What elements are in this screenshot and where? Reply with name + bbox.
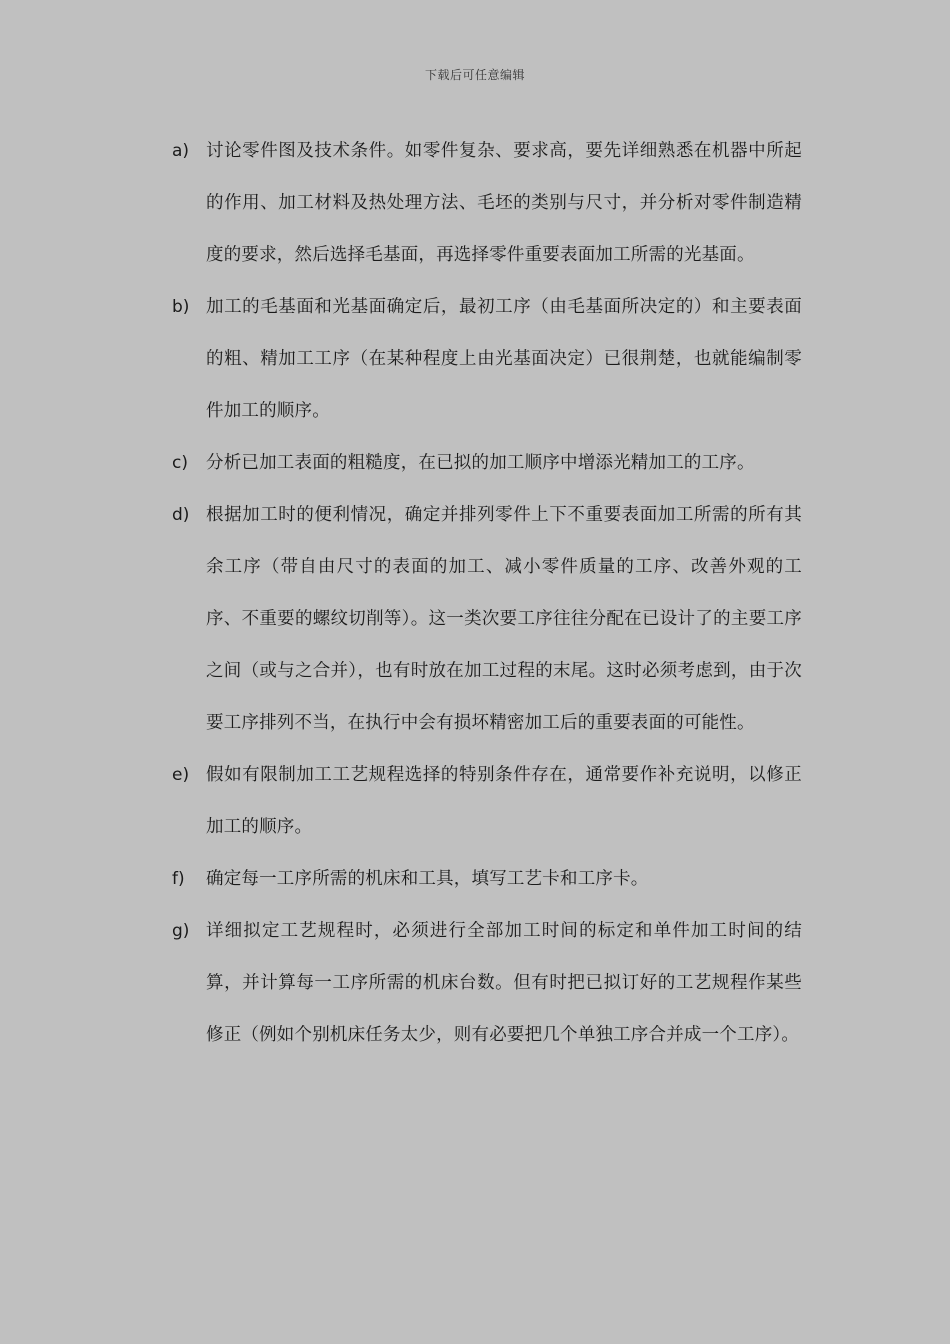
step-marker: d)	[172, 505, 190, 525]
step-text: 假如有限制加工工艺规程选择的特别条件存在，通常要作补充说明，以修正加工的顺序。	[206, 765, 802, 837]
header-note: 下载后可任意编辑	[424, 68, 525, 82]
list-item	[172, 281, 802, 437]
list-item	[172, 125, 802, 281]
step-marker: e)	[172, 765, 190, 785]
step-text: 讨论零件图及技术条件。如零件复杂、要求高，要先详细熟悉在机器中所起的作用、加工材料及热处理方法、毛坯的类别与尺寸，并分析对零件制造精度的要求，然后选择毛基面，再选择零件重要表面加工所需的光基面。	[206, 141, 802, 265]
step-text: 确定每一工序所需的机床和工具，填写工艺卡和工序卡。	[206, 869, 649, 889]
step-marker: f)	[172, 869, 185, 889]
step-text: 分析已加工表面的粗糙度，在已拟的加工顺序中增添光精加工的工序。	[206, 453, 755, 473]
step-text: 详细拟定工艺规程时，必须进行全部加工时间的标定和单件加工时间的结算，并计算每一工序所需的机床台数。但有时把已拟订好的工艺规程作某些修正（例如个别机床任务太少，则有必要把几个单独工序合并成一个工序）。	[206, 921, 802, 1045]
step-marker: c)	[172, 453, 188, 473]
list-item	[172, 437, 802, 489]
step-text: 根据加工时的便利情况，确定并排列零件上下不重要表面加工所需的所有其余工序（带自由尺寸的表面的加工、减小零件质量的工序、改善外观的工序、不重要的螺纹切削等）。这一类次要工序往往分配在已设计了的主要工序之间（或与之合并），也有时放在加工过程的末尾。这时必须考虑到，由于次要工序排列不当，在执行中会有损坏精密加工后的重要表面的可能性。	[206, 505, 802, 733]
step-marker: a)	[172, 141, 190, 161]
list-item	[172, 489, 802, 749]
list-item	[172, 749, 802, 853]
step-marker: g)	[172, 921, 190, 941]
step-marker: b)	[172, 297, 190, 317]
step-text: 加工的毛基面和光基面确定后，最初工序（由毛基面所决定的）和主要表面的粗、精加工工序（在某种程度上由光基面决定）已很荆楚，也就能编制零件加工的顺序。	[206, 297, 802, 421]
list-item	[172, 853, 802, 905]
list-item	[172, 905, 802, 1061]
step-list	[172, 125, 802, 1061]
